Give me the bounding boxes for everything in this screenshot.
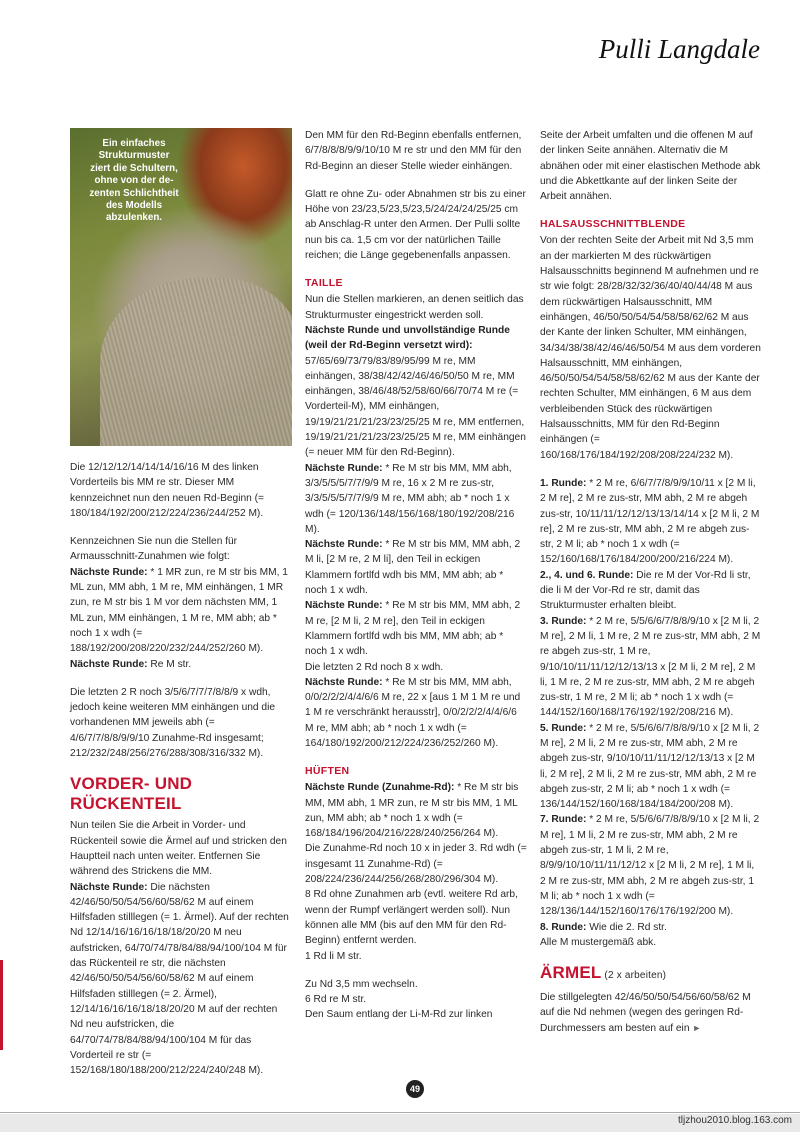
instruction-text: * Re M str bis MM, MM abh, 0/0/2/2/2/4/4/6/6 M re, 22 x [aus 1 M 1 M re und 1 M re verschränkt herausstr], 0/0/2/2/2/4/4/6/6 M re, MM abh; ab * noch 1 x wdh (= 164/180/192/200/212/224/236/252/260 M). <box>305 676 521 749</box>
caption-line: Strukturmuster <box>98 150 170 162</box>
paragraph: Den MM für den Rd-Beginn ebenfalls entfernen, 6/7/8/8/8/9/9/10/10 M re str und den MM für den Rd-Beginn an dieser Stelle wieder einhängen. <box>305 130 522 172</box>
instruction-text: * Re M str bis MM, MM abh, 2 M li, [2 M re, 2 M li], den Teil in eckigen Klammern fortlfd wdh bis MM, MM abh; ab * noch 1 x wdh. <box>305 539 521 597</box>
paragraph: 8 Rd ohne Zunahmen arb (evtl. weitere Rd arb, wenn der Rumpf verlängert werden soll). Nun können alle MM (bis auf den MM für den Rd-Beginn) entfernt werden. <box>305 889 518 947</box>
instruction-label: Nächste Runde: <box>70 658 148 670</box>
paragraph: Die letzten 2 R noch 3/5/6/7/7/7/8/8/9 x wdh, jedoch keine weiteren MM einhängen und die vorhandenen MM jeweils abh (= 4/6/7/7/8/8/9/9/10 Zunahme-Rd insgesamt; 212/232/248/256/276/288/308/316/332 M). <box>70 686 276 760</box>
column-1 <box>70 128 292 1078</box>
paragraph: Die Zunahme-Rd noch 10 x in jeder 3. Rd wdh (= insgesamt 11 Zunahme-Rd) (= 208/224/236/244/256/268/280/296/304 M). <box>305 843 527 886</box>
caption-line: ohne von der de- <box>94 175 174 187</box>
instruction-text: Wie die 2. Rd str. <box>586 921 667 933</box>
instruction-text: Re M str. <box>147 658 192 670</box>
footer-divider <box>0 1112 800 1113</box>
instruction-text: * 2 M re, 5/5/6/6/7/8/8/9/10 x [2 M li, 2 M re], 2 M li, 2 M re zus-str, MM abh, 2 M re abgeh zus-str, 9/10/10/11/11/12/12/13/13 x [2 M li, 2 M re], 2 M li, 2 M re zus-str, MM abh, 2 M re abgeh zus-str, 2 M li; ab * noch 1 x wdh (= 136/144/152/160/168/184/184/200/208 M). <box>540 722 760 811</box>
caption-line: zenten Schlichtheit <box>89 187 179 199</box>
instruction-text: * 1 MR zun, re M str bis MM, 1 ML zun, MM abh, 1 M re, MM einhängen, 1 MR zun, re M str bis 1 M vor dem nächsten MM, 1 ML zun, MM einhängen, 1 M re, MM abh; ab * noch 1 x wdh (= 188/192/200/208/220/232/244/252/260 M). <box>70 566 288 655</box>
instruction-text: * 2 M re, 5/5/6/6/7/8/8/9/10 x [2 M li, 2 M re], 1 M li, 2 M re zus-str, MM abh, 2 M re abgeh zus-str, 1 M li, 2 M re, 8/9/9/10/10/11/11/12/12 x [2 M li, 2 M re], 1 M li, 2 M re zus-str, MM abh, 2 M re abgeh zus-str, 1 M li; ab * noch 1 x wdh (= 128/136/144/152/160/176/176/192/200 M). <box>540 814 760 918</box>
instruction-label: Nächste Runde: <box>305 676 383 688</box>
caption-line: ziert die Schultern, <box>90 162 178 174</box>
instruction-label: Nächste Runde: <box>305 462 383 474</box>
paragraph: Nun die Stellen markieren, an denen seitlich das Strukturmuster eingestrickt werden soll. <box>305 294 524 321</box>
instruction-label: Nächste Runde (Zunahme-Rd): <box>305 782 455 794</box>
continue-arrow-icon: ► <box>692 1022 702 1033</box>
instruction-label: 3. Runde: <box>540 615 587 627</box>
watermark: tljzhou2010.blog.163.com <box>678 1115 792 1126</box>
instruction-text: * Re M str bis MM, MM abh, 3/3/5/5/5/7/7/9/9 M re, 16 x 2 M re zus-str, 3/3/5/5/5/7/7/9/9 M re, MM abh; ab * noch 1 x wdh (= 120/136/148/156/168/180/192/208/216 M). <box>305 462 515 535</box>
paragraph: Zu Nd 3,5 mm wechseln. <box>305 978 418 990</box>
caption-line: abzulenken. <box>105 212 163 224</box>
instruction <box>305 780 527 841</box>
instruction <box>540 721 762 813</box>
paragraph: Alle M mustergemäß abk. <box>540 936 657 948</box>
instruction <box>305 537 527 598</box>
page-number: 49 <box>406 1080 424 1098</box>
section-subheading: HÜFTEN <box>305 765 350 778</box>
instruction-text: Die re M der Vor-Rd li str, die li M der Vor-Rd re str, damit das Strukturmuster erhalten bleibt. <box>540 569 751 612</box>
section-heading <box>540 963 762 986</box>
instruction-label: 2., 4. und 6. Runde: <box>540 569 634 581</box>
paragraph-text: Die stillgelegten 42/46/50/50/54/56/60/58/62 M auf die Nd nehmen (wegen des geringen Rd-Durchmessers am besten auf ein <box>540 992 751 1034</box>
caption-line: Ein einfaches <box>102 138 166 149</box>
instruction-label: 1. Runde: <box>540 477 587 489</box>
instruction <box>540 920 762 935</box>
instruction-text: Die nächsten 42/46/50/50/54/56/60/58/62 M auf einem Hilfsfaden stilllegen (= 1. Ärmel). Auf der rechten Nd 12/14/16/16/16/18/18/20/20 M neu aufstricken, 64/70/74/78/84/88/94/100/104 M für das Rückenteil re str, die nächsten 42/46/50/50/54/56/60/58/62 M auf einem Hilfsfaden stilllegen (= 2. Ärmel), 12/14/16/16/16/18/18/20/20 M auf der rechten Nd neu aufstricken, die 64/70/74/78/84/88/94/100/104 M für das Vorderteil re str (= 152/168/180/188/200/212/224/240/248 M). <box>70 881 289 1077</box>
instruction-label: 8. Runde: <box>540 921 587 933</box>
instruction-label: Nächste Runde: <box>305 539 383 551</box>
paragraph: Den Saum entlang der Li-M-Rd zur linken <box>305 1009 493 1021</box>
paragraph: Von der rechten Seite der Arbeit mit Nd 3,5 mm an der markierten M des rückwärtigen Halsausschnitts beginnend M aufnehmen und re str wie folgt: 28/28/32/32/36/40/40/44/48 M aus dem rückwärtigen Halsausschnitt, MM einhängen, 46/50/50/54/54/58/58/62/62 M aus der Kante der linken Schulter, MM einhängen, 34/34/38/38/42/46/46/50/54 M aus dem vorderen Halsausschnitt, MM einhängen, 46/50/50/54/54/58/58/62/62 M aus der Kante der rechten Schulter, MM einhängen, 6 M aus dem verbleibenden Stück des rückwärtigen Halsausschnitts, MM für den Rd-Beginn einhängen (= 160/168/176/184/192/208/208/224/232 M). <box>540 235 761 461</box>
instruction-text: * 2 M re, 5/5/6/6/7/8/8/9/10 x [2 M li, 2 M re], 2 M li, 1 M re, 2 M re zus-str, MM abh, 2 M re abgeh zus-str, 1 M re, 9/10/10/11/11/12/12/13/13 x [2 M li, 2 M re], 2 M li, 1 M re, 2 M re zus-str, MM abh, 2 M re abgeh zus-str, 1 M re, 2 M li; ab * noch 1 x wdh (= 144/152/160/168/176/192/192/208/216 M). <box>540 615 761 719</box>
instruction <box>305 598 527 659</box>
paragraph <box>540 990 762 1036</box>
instruction <box>70 880 292 1079</box>
paragraph: Seite der Arbeit umfalten und die offenen M auf der linken Seite annähen. Alternativ die M abnähen oder mit einer elastischen Methode abk und die Abkettkante auf der linken Seite der Arbeit annähen. <box>540 130 761 203</box>
section-subheading: HALSAUSSCHNITTBLENDE <box>540 218 686 231</box>
paragraph: Kennzeichnen Sie nun die Stellen für Armausschnitt-Zunahmen wie folgt: <box>70 536 238 563</box>
section-heading: VORDER- UND RÜCKENTEIL <box>70 774 193 814</box>
instruction <box>305 323 527 461</box>
paragraph: 1 Rd li M str. <box>305 950 362 962</box>
column-2 <box>305 128 527 1023</box>
column-3 <box>540 128 762 1036</box>
instruction <box>70 565 292 657</box>
instruction <box>70 657 292 672</box>
paragraph: Die 12/12/12/14/14/14/16/16 M des linken Vorderteils bis MM re str. Dieser MM kennzeichnet nun den neuen Rd-Beginn (= 180/184/192/200/212/224/236/244/252 M). <box>70 462 264 519</box>
instruction <box>540 568 762 614</box>
instruction-label: 7. Runde: <box>540 814 587 826</box>
instruction-text: 57/65/69/73/79/83/89/95/99 M re, MM einhängen, 38/38/42/42/46/46/50/50 M re, MM einhängen, 38/46/48/52/58/60/66/70/74 M re (= Vorderteil-M), MM einhängen, 19/19/21/21/21/23/23/25/25 M re, MM entfernen, 19/19/21/21/21/23/23/25/25 M re, MM einhängen (= neuer MM für den Rd-Beginn). <box>305 355 526 459</box>
paragraph: Glatt re ohne Zu- oder Abnahmen str bis zu einer Höhe von 23/23,5/23,5/23,5/24/24/24/25/25 cm ab Anschlag-R unter den Armen. Der Pulli sollte nun bis ca. 1,5 cm vor der natürlichen Taille reichen; die Länge gegebenenfalls anpassen. <box>305 188 526 262</box>
instruction-label: Nächste Runde und unvollständige Runde (weil der Rd-Beginn versetzt wird): <box>305 324 510 352</box>
instruction-label: Nächste Runde: <box>70 566 148 578</box>
instruction-text: * 2 M re, 6/6/7/7/8/9/9/10/11 x [2 M li, 2 M re], 2 M re zus-str, MM abh, 2 M re abgeh zus-str, 10/11/11/12/12/13/13/14/14 x [2 M li, 2 M re], 2 M re zus-str, MM abh, 2 M re abgeh zus-str, 2 M li; ab * noch 1 x wdh (= 152/160/168/176/184/200/200/216/224 M). <box>540 477 760 566</box>
page-title: Pulli Langdale <box>598 34 760 64</box>
instruction-label: 5. Runde: <box>540 722 587 734</box>
instruction-label: Nächste Runde: <box>70 881 148 893</box>
section-heading-text: ÄRMEL <box>540 963 602 983</box>
instruction-text: * Re M str bis MM, MM abh, 2 M re, [2 M li, 2 M re], den Teil in eckigen Klammern fortlfd wdh bis MM, MM abh; ab * noch 1 x wdh. <box>305 600 521 658</box>
instruction <box>305 675 527 751</box>
sweater-photo <box>70 128 292 446</box>
paragraph: Nun teilen Sie die Arbeit in Vorder- und Rückenteil sowie die Ärmel auf und stricken den Hauptteil nach unten weiter. Entfernen Sie während des Strickens die MM. <box>70 820 287 878</box>
paragraph: 6 Rd re M str. <box>305 994 367 1006</box>
instruction <box>540 614 762 721</box>
instruction <box>305 461 527 537</box>
instruction <box>540 812 762 919</box>
section-subheading: TAILLE <box>305 277 343 290</box>
photo-caption <box>78 138 190 225</box>
paragraph: Die letzten 2 Rd noch 8 x wdh. <box>305 661 444 673</box>
instruction <box>540 476 762 568</box>
section-heading-note: (2 x arbeiten) <box>601 970 667 982</box>
instruction-label: Nächste Runde: <box>305 600 383 612</box>
instruction-text: * Re M str bis MM, MM abh, 1 MR zun, re M str bis MM, 1 ML zun, MM abh; ab * noch 1 x wdh (= 168/184/196/204/216/228/240/256/264 M). <box>305 782 519 840</box>
margin-accent-bar <box>0 960 3 1050</box>
knit-texture <box>100 278 292 446</box>
caption-line: des Modells <box>105 200 163 212</box>
